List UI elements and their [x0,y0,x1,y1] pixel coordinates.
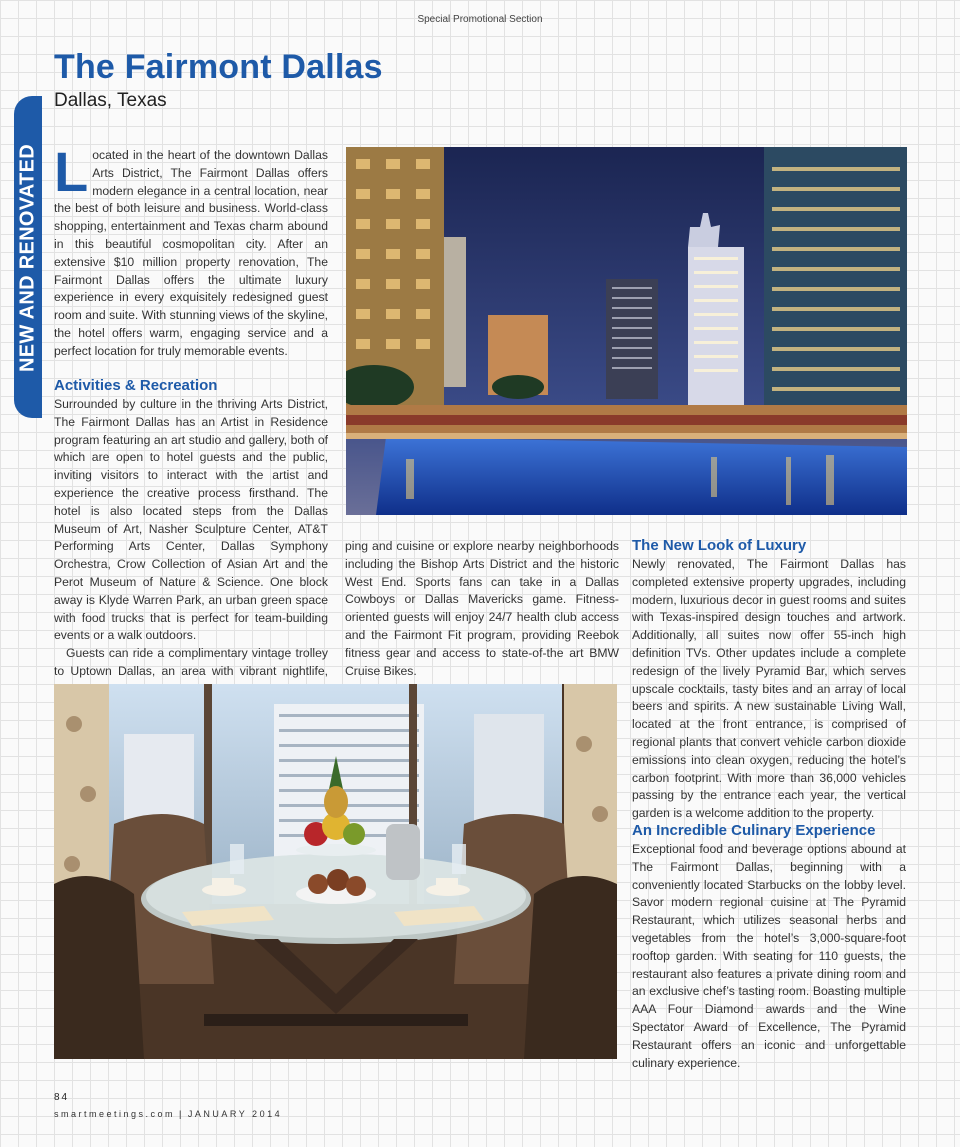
page-number: 84 [54,1092,70,1103]
culinary-paragraph: Exceptional food and beverage options abound at The Fairmont Dallas, beginning with a conveniently located Starbucks on the lobby level. Savor modern regional cuisine at The Pyramid Restaurant, which utilizes seasonal herbs and vegetables from the hotel’s 3,000-square-foot rooftop garden. With seating for 110 guests, the restaurant also features a private dining room and an exclusive chef’s tasting room. Boasting multiple AAA Four Diamond awards and the Wine Spectator Award of Excellence, The Pyramid Restaurant offers an iconic and unforgettable culinary experience. [632,842,906,1070]
footer-date: JANUARY 2014 [187,1109,283,1119]
activities-paragraph-1: Surrounded by culture in the thriving Arts District, The Fairmont Dallas has an Artist in Residence program featuring an art studio and gallery, both of which are open to hotel guests and the public, inviting visitors to interact with the artist and experience the creative process firsthand. The hotel is also located steps from the Dallas Museum of Art, Nasher Sculpture Center, AT&T Performing Arts Center, Dallas Symphony Orchestra, Crow Collection of Asian Art and the Perot Museum of Nature & Science. One block away is Klyde Warren Park, an urban green space with food trucks that is perfect for team-building events or a walk outdoors. [54,397,328,643]
footer-site-name: smartmeetings.com [54,1109,176,1119]
intro-text: ocated in the heart of the downtown Dallas Arts District, The Fairmont Dallas offers modern elegance in a central location, near the best of both leisure and business. World-class shopping, entertainment and Texas charm abound in this beautiful cosmopolitan city. After an extensive $10 million property renovation, The Fairmont Dallas offers the ultimate luxury experience in every exquisitely redesigned guest room and suite. With stunning views of the skyline, the hotel offers warm, engaging service and a perfect location for truly memorable events. [54,148,328,358]
suite-dining-photo [54,684,617,1059]
luxury-paragraph: Newly renovated, The Fairmont Dallas has completed extensive property upgrades, including modern, luxurious decor in guest rooms and suites with Texas-inspired design touches and artwork. Additionally, all suites now offer 55-inch high definition TVs. Other updates include a complete redesign of the lively Pyramid Bar, which serves upscale cocktails, tasty bites and an array of local beers and spirits. A new sustainable Living Wall, located at the front entrance, is comprised of regional plants that convert vehicle carbon dioxide emissions into clean oxygen, reducing the hotel’s carbon footprint. With more than 36,000 vehicles passing by the entrance each year, the vertical garden is a welcome addition to the property. [632,557,906,821]
intro-column [54,140,328,361]
page-subtitle: Dallas, Texas [54,90,167,111]
luxury-column [632,536,906,823]
page-title: The Fairmont Dallas [54,48,383,86]
footer-publication: smartmeetings.com | JANUARY 2014 [54,1109,283,1119]
activities-column [54,376,328,699]
drop-cap: L [54,140,89,203]
intro-paragraph [54,140,328,361]
side-tab-label: NEW AND RENOVATED [16,143,39,373]
activities-continued [345,538,619,680]
activities-heading: Activities & Recreation [54,377,218,394]
culinary-heading: An Incredible Culinary Experience [632,822,876,839]
culinary-column [632,821,906,1072]
activities-paragraph-2-continued: ping and cuisine or explore nearby neighborhoods including the Bishop Arts District and the historic West End. Sports fans can take in a Dallas Cowboys or Dallas Mavericks game. Fitness-oriented guests will enjoy 24/7 health club access and the Fairmont Fit program, providing Reebok fitness gear and access to state-of-the art BMW Cruise Bikes. [345,539,619,678]
rooftop-pool-photo [346,147,907,515]
luxury-heading: The New Look of Luxury [632,537,807,554]
promo-section-label: Special Promotional Section [417,14,543,25]
activities-paragraph-2: Guests can ride a complimentary vintage trolley to Uptown Dallas, an area with vibrant nightlife, [54,646,328,678]
